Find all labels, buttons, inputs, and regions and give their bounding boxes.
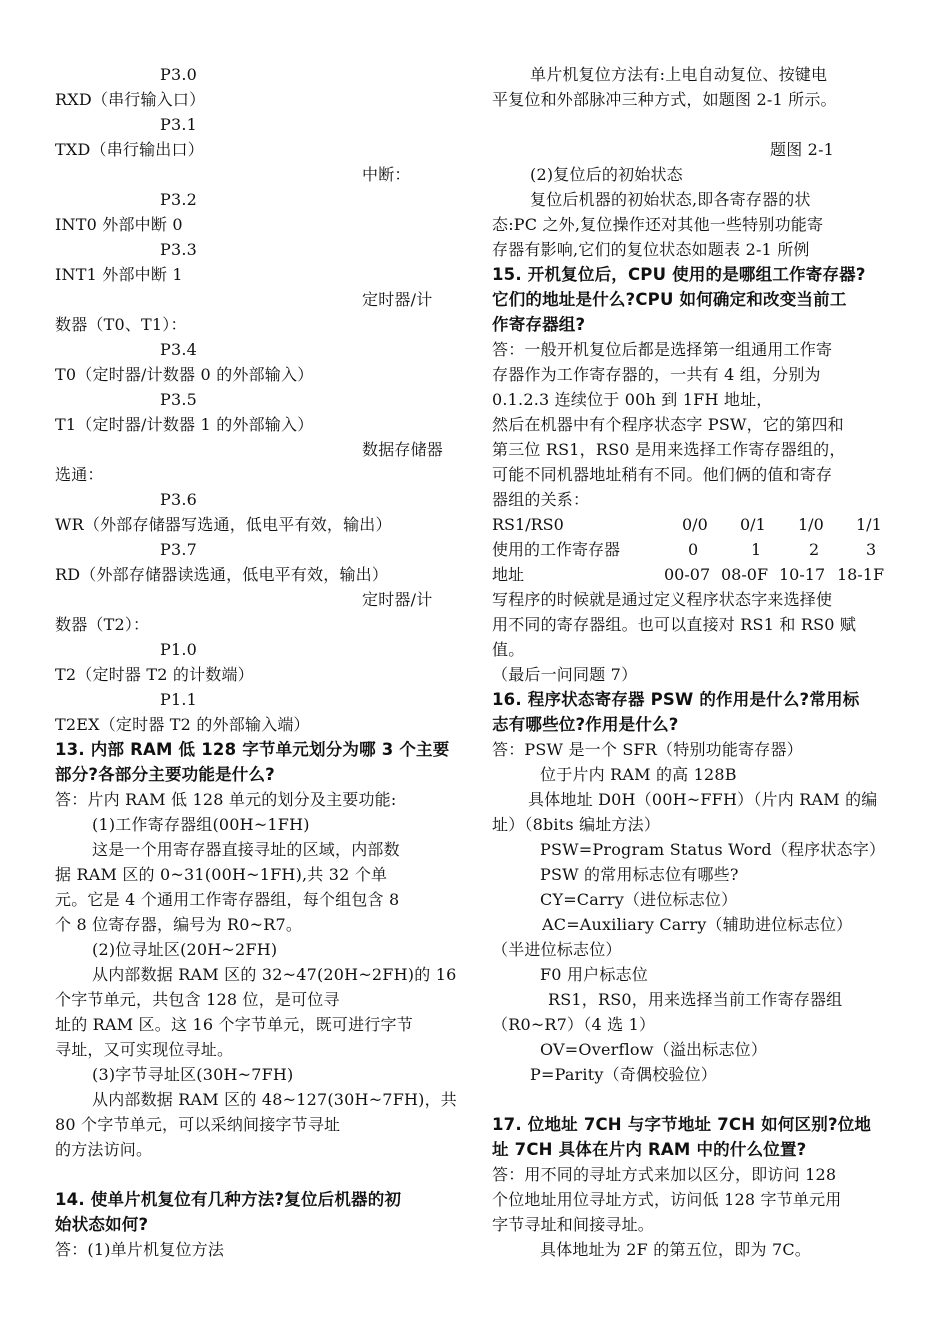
text-line: P1.0: [160, 640, 198, 659]
text-line: 从内部数据 RAM 区的 32~47(20H~2FH)的 16: [92, 965, 457, 984]
text-line: 题图 2-1: [770, 140, 835, 159]
text-line: P3.2: [160, 190, 198, 209]
text-line: 答：片内 RAM 低 128 单元的划分及主要功能:: [55, 790, 397, 809]
text-line: P3.6: [160, 490, 198, 509]
text-line: 字节寻址和间接寻址。: [492, 1215, 655, 1234]
question-heading: 14. 使单片机复位有几种方法?复位后机器的初: [55, 1190, 402, 1209]
text-line: (1)工作寄存器组(00H~1FH): [92, 815, 310, 834]
question-heading: 15. 开机复位后，CPU 使用的是哪组工作寄存器?: [492, 265, 866, 284]
text-line: RD（外部存储器读选通，低电平有效，输出）: [55, 565, 389, 584]
text-line: P=Parity（奇偶校验位）: [530, 1065, 717, 1084]
table-cell: 使用的工作寄存器: [492, 540, 621, 559]
text-line: P3.3: [160, 240, 198, 259]
table-cell: 2: [809, 540, 820, 559]
table-cell: 18-1F: [837, 565, 885, 584]
text-line: WR（外部存储器写选通，低电平有效，输出）: [55, 515, 392, 534]
question-heading: 它们的地址是什么?CPU 如何确定和改变当前工: [492, 290, 847, 309]
text-line: 这是一个用寄存器直接寻址的区域，内部数: [92, 840, 400, 859]
text-line: 用不同的寄存器组。也可以直接对 RS1 和 RS0 赋: [492, 615, 857, 634]
text-line: (2)位寻址区(20H~2FH): [92, 940, 278, 959]
text-line: F0 用户标志位: [540, 965, 648, 984]
register-table-row: [492, 512, 902, 537]
text-line: 答：(1)单片机复位方法: [55, 1240, 225, 1259]
text-line: 态:PC 之外,复位操作还对其他一些特别功能寄: [492, 215, 824, 234]
text-line: INT1 外部中断 1: [55, 265, 183, 284]
text-line: 选通：: [55, 465, 104, 484]
register-table-row: [492, 562, 902, 587]
question-heading: 始状态如何?: [55, 1215, 149, 1234]
question-heading: 13. 内部 RAM 低 128 字节单元划分为哪 3 个主要: [55, 740, 450, 759]
table-cell: 0/1: [740, 515, 766, 534]
question-heading: 16. 程序状态寄存器 PSW 的作用是什么?常用标: [492, 690, 860, 709]
text-line: PSW 的常用标志位有哪些?: [540, 865, 739, 884]
text-line: 0.1.2.3 连续位于 00h 到 1FH 地址，: [492, 390, 773, 409]
text-line: 单片机复位方法有:上电自动复位、按键电: [530, 65, 828, 84]
question-heading: 17. 位地址 7CH 与字节地址 7CH 如何区别?位地: [492, 1115, 872, 1134]
text-line: 从内部数据 RAM 区的 48~127(30H~7FH)，共: [92, 1090, 457, 1109]
text-line: AC=Auxiliary Carry（辅助进位标志位）: [542, 915, 853, 934]
text-line: 中断：: [362, 165, 411, 184]
text-line: （最后一问同题 7）: [492, 665, 638, 684]
text-line: 具体地址为 2F 的第五位，即为 7C。: [540, 1240, 811, 1259]
text-line: T1（定时器/计数器 1 的外部输入）: [55, 415, 314, 434]
question-heading: 作寄存器组?: [492, 315, 586, 334]
text-line: INT0 外部中断 0: [55, 215, 183, 234]
table-cell: 0/0: [682, 515, 708, 534]
text-line: （R0~R7）（4 选 1）: [492, 1015, 656, 1034]
register-table-row: [492, 537, 902, 562]
text-line: 80 个字节单元，可以采纳间接字节寻址: [55, 1115, 341, 1134]
left-column: [55, 62, 460, 1262]
text-line: 答：用不同的寻址方式来加以区分，即访问 128: [492, 1165, 837, 1184]
blank-line: [492, 112, 902, 137]
text-line: 寻址，又可实现位寻址。: [55, 1040, 234, 1059]
text-line: 址的 RAM 区。这 16 个字节单元，既可进行字节: [55, 1015, 413, 1034]
table-cell: 1/1: [856, 515, 882, 534]
text-line: 复位后机器的初始状态,即各寄存器的状: [530, 190, 811, 209]
table-cell: 3: [866, 540, 877, 559]
text-line: 数据存储器: [362, 440, 444, 459]
text-line: 数器（T2）：: [55, 615, 150, 634]
text-line: 然后在机器中有个程序状态字 PSW，它的第四和: [492, 415, 844, 434]
text-line: 具体地址 D0H（00H~FFH）（片内 RAM 的编: [528, 790, 878, 809]
text-line: 可能不同机器地址稍有不同。他们俩的值和寄存: [492, 465, 833, 484]
text-line: T2（定时器 T2 的计数端）: [55, 665, 254, 684]
text-line: 据 RAM 区的 0~31(00H~1FH),共 32 个单: [55, 865, 388, 884]
text-line: 个位地址用位寻址方式，访问低 128 字节单元用: [492, 1190, 842, 1209]
text-line: 第三位 RS1，RS0 是用来选择工作寄存器组的，: [492, 440, 846, 459]
text-line: 的方法访问。: [55, 1140, 153, 1159]
text-line: 数器（T0、T1）：: [55, 315, 187, 334]
text-line: P3.0: [160, 65, 198, 84]
text-line: 位于片内 RAM 的高 128B: [540, 765, 737, 784]
text-line: 器组的关系：: [492, 490, 590, 509]
text-line: 定时器/计: [362, 290, 433, 309]
text-line: 答：PSW 是一个 SFR（特别功能寄存器）: [492, 740, 803, 759]
text-line: P3.4: [160, 340, 198, 359]
text-line: 答：一般开机复位后都是选择第一组通用工作寄: [492, 340, 833, 359]
text-line: 平复位和外部脉冲三种方式，如题图 2-1 所示。: [492, 90, 837, 109]
text-line: 元。它是 4 个通用工作寄存器组，每个组包含 8: [55, 890, 400, 909]
text-line: P3.1: [160, 115, 198, 134]
text-line: P1.1: [160, 690, 198, 709]
question-heading: 部分?各部分主要功能是什么?: [55, 765, 275, 784]
text-line: 写程序的时候就是通过定义程序状态字来选择使: [492, 590, 833, 609]
text-line: T0（定时器/计数器 0 的外部输入）: [55, 365, 314, 384]
text-line: PSW=Program Status Word（程序状态字）: [540, 840, 886, 859]
text-line: 存器有影响,它们的复位状态如题表 2-1 所例: [492, 240, 810, 259]
text-line: CY=Carry（进位标志位）: [540, 890, 738, 909]
text-line: RS1，RS0，用来选择当前工作寄存器组: [548, 990, 843, 1009]
text-line: TXD（串行输出口）: [55, 140, 204, 159]
question-heading: 址 7CH 具体在片内 RAM 中的什么位置?: [492, 1140, 807, 1159]
text-line: 个字节单元，共包含 128 位，是可位寻: [55, 990, 340, 1009]
text-line: 个 8 位寄存器，编号为 R0~R7。: [55, 915, 303, 934]
table-cell: 08-0F: [721, 565, 769, 584]
text-line: P3.5: [160, 390, 198, 409]
table-cell: 10-17: [779, 565, 826, 584]
text-line: 址）（8bits 编址方法）: [492, 815, 661, 834]
blank-line: [55, 1162, 460, 1187]
table-cell: 0: [688, 540, 699, 559]
text-line: (2)复位后的初始状态: [530, 165, 683, 184]
table-cell: 1: [751, 540, 762, 559]
right-column: [492, 62, 902, 1262]
text-line: 值。: [492, 640, 525, 659]
table-cell: 1/0: [798, 515, 824, 534]
text-line: (3)字节寻址区(30H~7FH): [92, 1065, 294, 1084]
blank-line: [492, 1087, 902, 1112]
text-line: P3.7: [160, 540, 198, 559]
text-line: （半进位标志位）: [492, 940, 622, 959]
table-cell: RS1/RS0: [492, 515, 564, 534]
question-heading: 志有哪些位?作用是什么?: [492, 715, 679, 734]
text-line: RXD（串行输入口）: [55, 90, 206, 109]
text-line: OV=Overflow（溢出标志位）: [540, 1040, 768, 1059]
text-line: 定时器/计: [362, 590, 433, 609]
table-cell: 00-07: [664, 565, 711, 584]
text-line: T2EX（定时器 T2 的外部输入端）: [55, 715, 310, 734]
table-cell: 地址: [492, 565, 525, 584]
text-line: 存器作为工作寄存器的，一共有 4 组，分别为: [492, 365, 821, 384]
